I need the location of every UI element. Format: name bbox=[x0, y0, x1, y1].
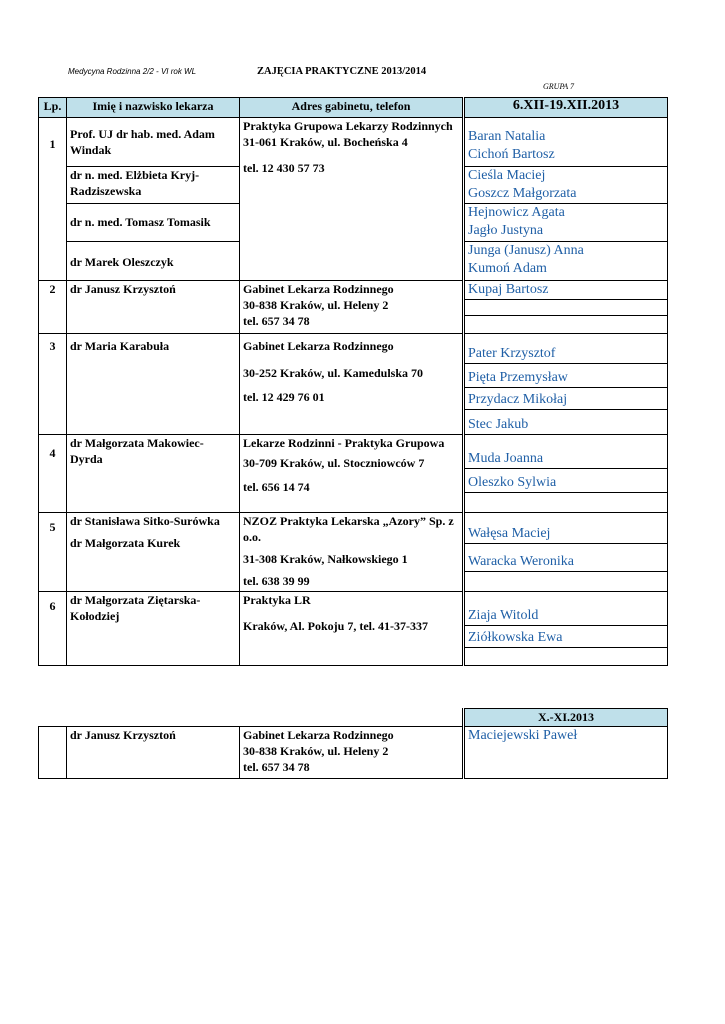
student-cell bbox=[464, 118, 668, 167]
student-name: Junga (Janusz) Anna bbox=[468, 243, 584, 258]
address-line: Praktyka LR bbox=[243, 593, 311, 607]
student-name: Jagło Justyna bbox=[468, 223, 544, 238]
course-label: Medycyna Rodzinna 2/2 - VI rok WL bbox=[68, 67, 197, 76]
empty-cell bbox=[464, 316, 668, 334]
row-number: 5 bbox=[39, 513, 67, 592]
row-number: 3 bbox=[39, 334, 67, 435]
address-cell bbox=[240, 592, 464, 666]
student-cell bbox=[464, 167, 668, 204]
student-name: Kumoń Adam bbox=[468, 261, 547, 276]
student-name: Waracka Weronika bbox=[464, 544, 668, 572]
blank bbox=[67, 709, 240, 727]
student-name: Wałęsa Maciej bbox=[464, 513, 668, 544]
header-lp: Lp. bbox=[39, 98, 67, 118]
student-name: Maciejewski Paweł bbox=[464, 727, 668, 779]
address-line: 31-061 Kraków, ul. Bocheńska 4 bbox=[243, 135, 408, 149]
student-cell bbox=[464, 204, 668, 242]
doctor-name: dr Stanisława Sitko-Surówka bbox=[70, 514, 220, 528]
row-number: 6 bbox=[39, 592, 67, 666]
student-name: Baran Natalia bbox=[468, 129, 546, 144]
address-cell bbox=[240, 118, 464, 281]
empty-cell bbox=[464, 493, 668, 513]
student-name: Ziółkowska Ewa bbox=[464, 626, 668, 648]
doctor-name: dr Małgorzata Kurek bbox=[70, 536, 181, 550]
empty-cell bbox=[464, 300, 668, 316]
student-name: Pater Krzysztof bbox=[464, 334, 668, 364]
header-address: Adres gabinetu, telefon bbox=[240, 98, 464, 118]
student-name: Muda Joanna bbox=[464, 435, 668, 469]
address-cell bbox=[240, 435, 464, 513]
address-line: Gabinet Lekarza Rodzinnego bbox=[243, 282, 394, 296]
schedule-table bbox=[38, 97, 668, 666]
student-name: Hejnowicz Agata bbox=[468, 205, 565, 220]
empty-cell bbox=[464, 648, 668, 666]
doctor-name: dr Janusz Krzysztoń bbox=[67, 727, 240, 779]
period-header: X.-XI.2013 bbox=[464, 709, 668, 727]
address-line: 30-709 Kraków, ul. Stoczniowców 7 bbox=[243, 456, 425, 470]
row-number: 4 bbox=[39, 435, 67, 513]
address-line: 30-838 Kraków, ul. Heleny 2 bbox=[243, 744, 389, 758]
blank bbox=[39, 709, 67, 727]
group-label: GRUPA 7 bbox=[543, 82, 575, 91]
doctor-name: dr n. med. Elżbieta Kryj-Radziszewska bbox=[67, 167, 240, 204]
student-cell bbox=[464, 242, 668, 281]
row-number: 1 bbox=[39, 118, 67, 281]
address-cell bbox=[240, 281, 464, 334]
header-doctor: Imię i nazwisko lekarza bbox=[67, 98, 240, 118]
phone: tel. 12 430 57 73 bbox=[243, 161, 325, 175]
address-cell bbox=[240, 334, 464, 435]
address-line: NZOZ Praktyka Lekarska „Azory” Sp. z o.o. bbox=[243, 514, 454, 544]
doctor-cell bbox=[67, 513, 240, 592]
address-line: Praktyka Grupowa Lekarzy Rodzinnych bbox=[243, 119, 453, 133]
phone: tel. 656 14 74 bbox=[243, 480, 310, 494]
student-name: Goszcz Małgorzata bbox=[468, 186, 577, 201]
student-name: Ziaja Witold bbox=[464, 592, 668, 626]
doctor-name: dr Marek Oleszczyk bbox=[67, 242, 240, 281]
address-line: Lekarze Rodzinni - Praktyka Grupowa bbox=[243, 436, 445, 450]
doctor-name: dr Małgorzata Ziętarska-Kołodziej bbox=[67, 592, 240, 666]
document-title: ZAJĘCIA PRAKTYCZNE 2013/2014 bbox=[257, 66, 427, 77]
address-line: Kraków, Al. Pokoju 7, tel. 41-37-337 bbox=[243, 619, 428, 633]
address-line: 31-308 Kraków, Nałkowskiego 1 bbox=[243, 552, 408, 566]
second-period-table bbox=[38, 708, 668, 779]
address-line: Gabinet Lekarza Rodzinnego bbox=[243, 339, 394, 353]
doctor-name: dr Janusz Krzysztoń bbox=[67, 281, 240, 334]
doctor-name: dr Małgorzata Makowiec-Dyrda bbox=[67, 435, 240, 513]
student-name: Cichoń Bartosz bbox=[468, 147, 555, 162]
blank bbox=[240, 709, 464, 727]
student-name: Cieśla Maciej bbox=[468, 168, 546, 183]
doctor-name: dr n. med. Tomasz Tomasik bbox=[67, 204, 240, 242]
address-line: 30-838 Kraków, ul. Heleny 2 bbox=[243, 298, 389, 312]
student-name: Oleszko Sylwia bbox=[464, 469, 668, 493]
address-line: 30-252 Kraków, ul. Kamedulska 70 bbox=[243, 366, 424, 380]
student-name: Przydacz Mikołaj bbox=[464, 388, 668, 410]
phone: tel. 638 39 99 bbox=[243, 574, 310, 588]
address-line: Gabinet Lekarza Rodzinnego bbox=[243, 728, 394, 742]
doctor-name: Prof. UJ dr hab. med. Adam Windak bbox=[67, 118, 240, 167]
phone: tel. 657 34 78 bbox=[243, 760, 310, 774]
phone: tel. 12 429 76 01 bbox=[243, 390, 325, 404]
address-cell bbox=[240, 513, 464, 592]
student-name: Kupaj Bartosz bbox=[464, 281, 668, 300]
empty-cell bbox=[464, 572, 668, 592]
row-number: 2 bbox=[39, 281, 67, 334]
address-cell bbox=[240, 727, 464, 779]
row-number bbox=[39, 727, 67, 779]
header-period: 6.XII-19.XII.2013 bbox=[464, 98, 668, 118]
phone: tel. 657 34 78 bbox=[243, 314, 310, 328]
student-name: Pięta Przemysław bbox=[464, 364, 668, 388]
student-name: Stec Jakub bbox=[464, 410, 668, 435]
doctor-name: dr Maria Karabuła bbox=[67, 334, 240, 435]
